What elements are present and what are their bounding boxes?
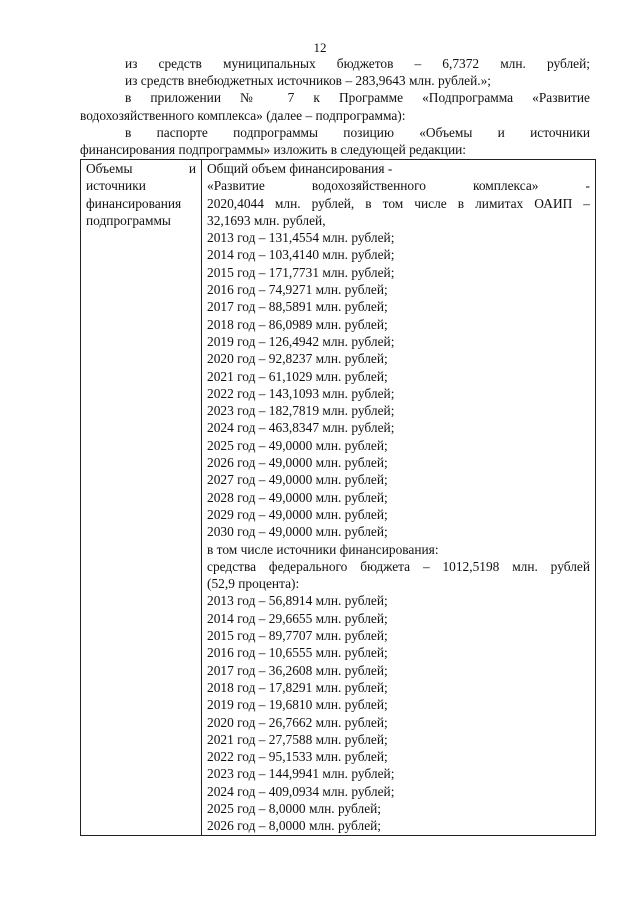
year-line: 2030 год – 49,0000 млн. рублей; xyxy=(207,524,388,540)
content-line: (52,9 процента): xyxy=(207,576,300,592)
intro-line: в приложении № 7 к Программе «Подпрограмма «Развитие xyxy=(125,90,590,106)
financing-table xyxy=(80,159,596,836)
intro-line: из средств внебюджетных источников – 283,9643 млн. рублей.»; xyxy=(125,73,492,89)
year-line: 2024 год – 409,0934 млн. рублей; xyxy=(207,783,395,799)
year-line: 2020 год – 92,8237 млн. рублей; xyxy=(207,351,388,367)
year-line: 2028 год – 49,0000 млн. рублей; xyxy=(207,489,388,505)
year-line: 2016 год – 10,6555 млн. рублей; xyxy=(207,645,388,661)
year-line: 2024 год – 463,8347 млн. рублей; xyxy=(207,420,395,436)
table-label-cell xyxy=(81,160,202,836)
content-line: 32,1693 млн. рублей, xyxy=(207,212,326,228)
table-content-cell xyxy=(202,160,596,836)
label-line: подпрограммы xyxy=(86,212,171,228)
content-line: средства федерального бюджета – 1012,5198 млн. рублей xyxy=(207,558,590,574)
year-line: 2021 год – 27,7588 млн. рублей; xyxy=(207,731,388,747)
page-number: 12 xyxy=(313,40,327,55)
label-line: финансирования xyxy=(86,195,182,211)
intro-line: водохозяйственного комплекса» (далее – подпрограмма): xyxy=(80,107,406,123)
year-line: 2022 год – 143,1093 млн. рублей; xyxy=(207,385,395,401)
year-line: 2027 год – 49,0000 млн. рублей; xyxy=(207,472,388,488)
intro-text xyxy=(80,55,590,158)
label-line: источники xyxy=(86,178,146,194)
year-line: 2022 год – 95,1533 млн. рублей; xyxy=(207,749,388,765)
year-line: 2019 год – 126,4942 млн. рублей; xyxy=(207,333,395,349)
year-line: 2029 год – 49,0000 млн. рублей; xyxy=(207,506,388,522)
label-line: Объемы и xyxy=(86,161,196,176)
year-line: 2018 год – 86,0989 млн. рублей; xyxy=(207,316,388,332)
intro-line: из средств муниципальных бюджетов – 6,7372 млн. рублей; xyxy=(125,56,590,71)
year-line: 2026 год – 8,0000 млн. рублей; xyxy=(207,818,382,834)
year-line: 2021 год – 61,1029 млн. рублей; xyxy=(207,368,388,384)
intro-line: финансирования подпрограммы» изложить в следующей редакции: xyxy=(80,142,467,158)
year-line: 2014 год – 103,4140 млн. рублей; xyxy=(207,247,395,263)
year-line: 2016 год – 74,9271 млн. рублей; xyxy=(207,282,388,298)
content-line: в том числе источники финансирования: xyxy=(207,541,439,557)
year-line: 2015 год – 171,7731 млн. рублей; xyxy=(207,264,395,280)
year-line: 2025 год – 49,0000 млн. рублей; xyxy=(207,437,388,453)
intro-line: в паспорте подпрограммы позицию «Объемы и источники xyxy=(125,124,590,140)
year-line: 2018 год – 17,8291 млн. рублей; xyxy=(207,679,388,695)
year-line: 2023 год – 144,9941 млн. рублей; xyxy=(207,766,395,782)
year-line: 2017 год – 36,2608 млн. рублей; xyxy=(207,662,388,678)
year-line: 2026 год – 49,0000 млн. рублей; xyxy=(207,455,388,471)
year-line: 2013 год – 131,4554 млн. рублей; xyxy=(207,230,395,246)
year-line: 2019 год – 19,6810 млн. рублей; xyxy=(207,697,388,713)
year-line: 2013 год – 56,8914 млн. рублей; xyxy=(207,593,388,609)
year-line: 2025 год – 8,0000 млн. рублей; xyxy=(207,800,382,816)
year-line: 2015 год – 89,7707 млн. рублей; xyxy=(207,628,388,644)
content-line: «Развитие водохозяйственного комплекса» - xyxy=(207,178,590,194)
content-line: Общий объем финансирования - xyxy=(207,161,393,176)
year-line: 2020 год – 26,7662 млн. рублей; xyxy=(207,714,388,730)
year-line: 2017 год – 88,5891 млн. рублей; xyxy=(207,299,388,315)
year-line: 2014 год – 29,6655 млн. рублей; xyxy=(207,610,388,626)
content-line: 2020,4044 млн. рублей, в том числе в лимитах ОАИП – xyxy=(207,195,590,211)
year-line: 2023 год – 182,7819 млн. рублей; xyxy=(207,403,395,419)
